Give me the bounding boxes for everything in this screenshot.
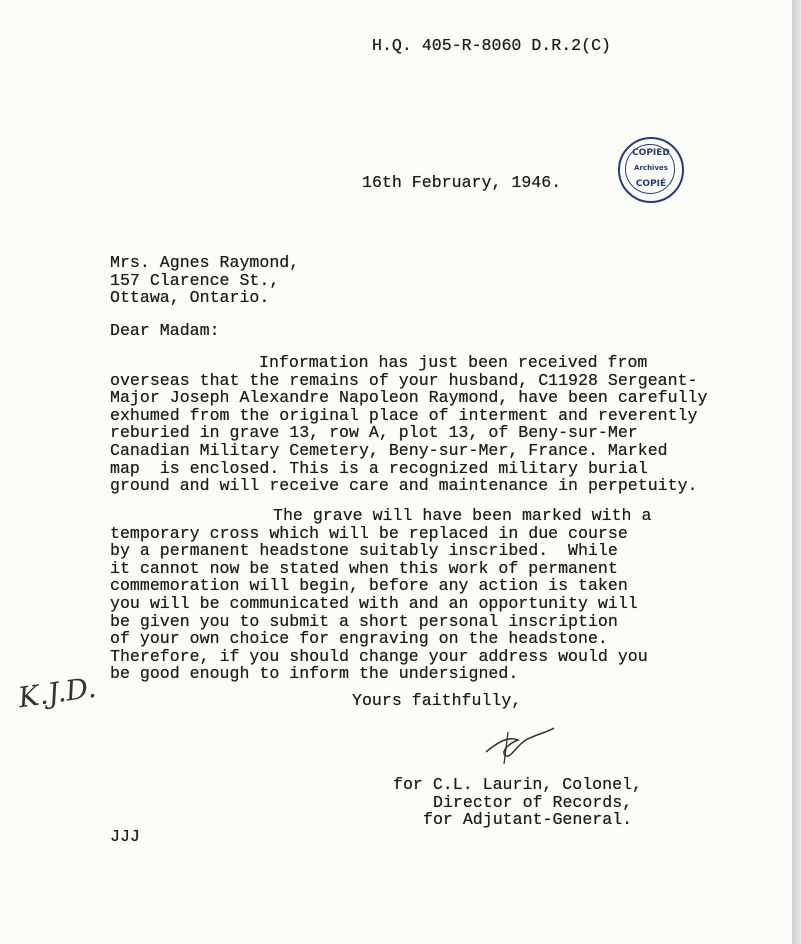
margin-handwritten-initials: K.J.D. [16,670,99,715]
signature-scribble [478,722,558,767]
recipient-address: Mrs. Agnes Raymond, 157 Clarence St., Ottawa, Ontario. [110,253,300,308]
letter-date: 16th February, 1946. [362,173,562,192]
copied-archives-stamp: COPIED Archives COPIÉ [618,137,684,203]
page-edge [792,0,801,944]
salutation: Dear Madam: [110,321,220,340]
typist-initials: JJJ [110,827,140,846]
paragraph-2: The grave will have been marked with a temporary cross which will be replaced in due course by a permanent headstone suitably inscribed. While it cannot now be stated when this work of permanent commemoration will begin, before any action is taken you will be communicated with and an opportunity will be given you to submit a short personal inscription of your own choice for engraving on the headstone. Therefore, if you should change your address would you be good enough to inform the undersigned. [110,506,652,684]
signature-block: for C.L. Laurin, Colonel, Director of Records, for Adjutant-General. [393,775,642,830]
closing: Yours faithfully, [352,691,522,710]
reference-number: H.Q. 405-R-8060 D.R.2(C) [372,36,611,55]
paragraph-1: Information has just been received from overseas that the remains of your husband, C11928 Sergeant- Major Joseph Alexandre Napoleon Raymond, have been carefully exhumed from the original place of interment and reverently reburied in grave 13, row A, plot 13, of Beny-sur-Mer Canadian Military Cemetery, Beny-sur-Mer, France. Marked map is enclosed. This is a recognized military burial ground and will receive care and maintenance in perpetuity. [110,353,708,496]
